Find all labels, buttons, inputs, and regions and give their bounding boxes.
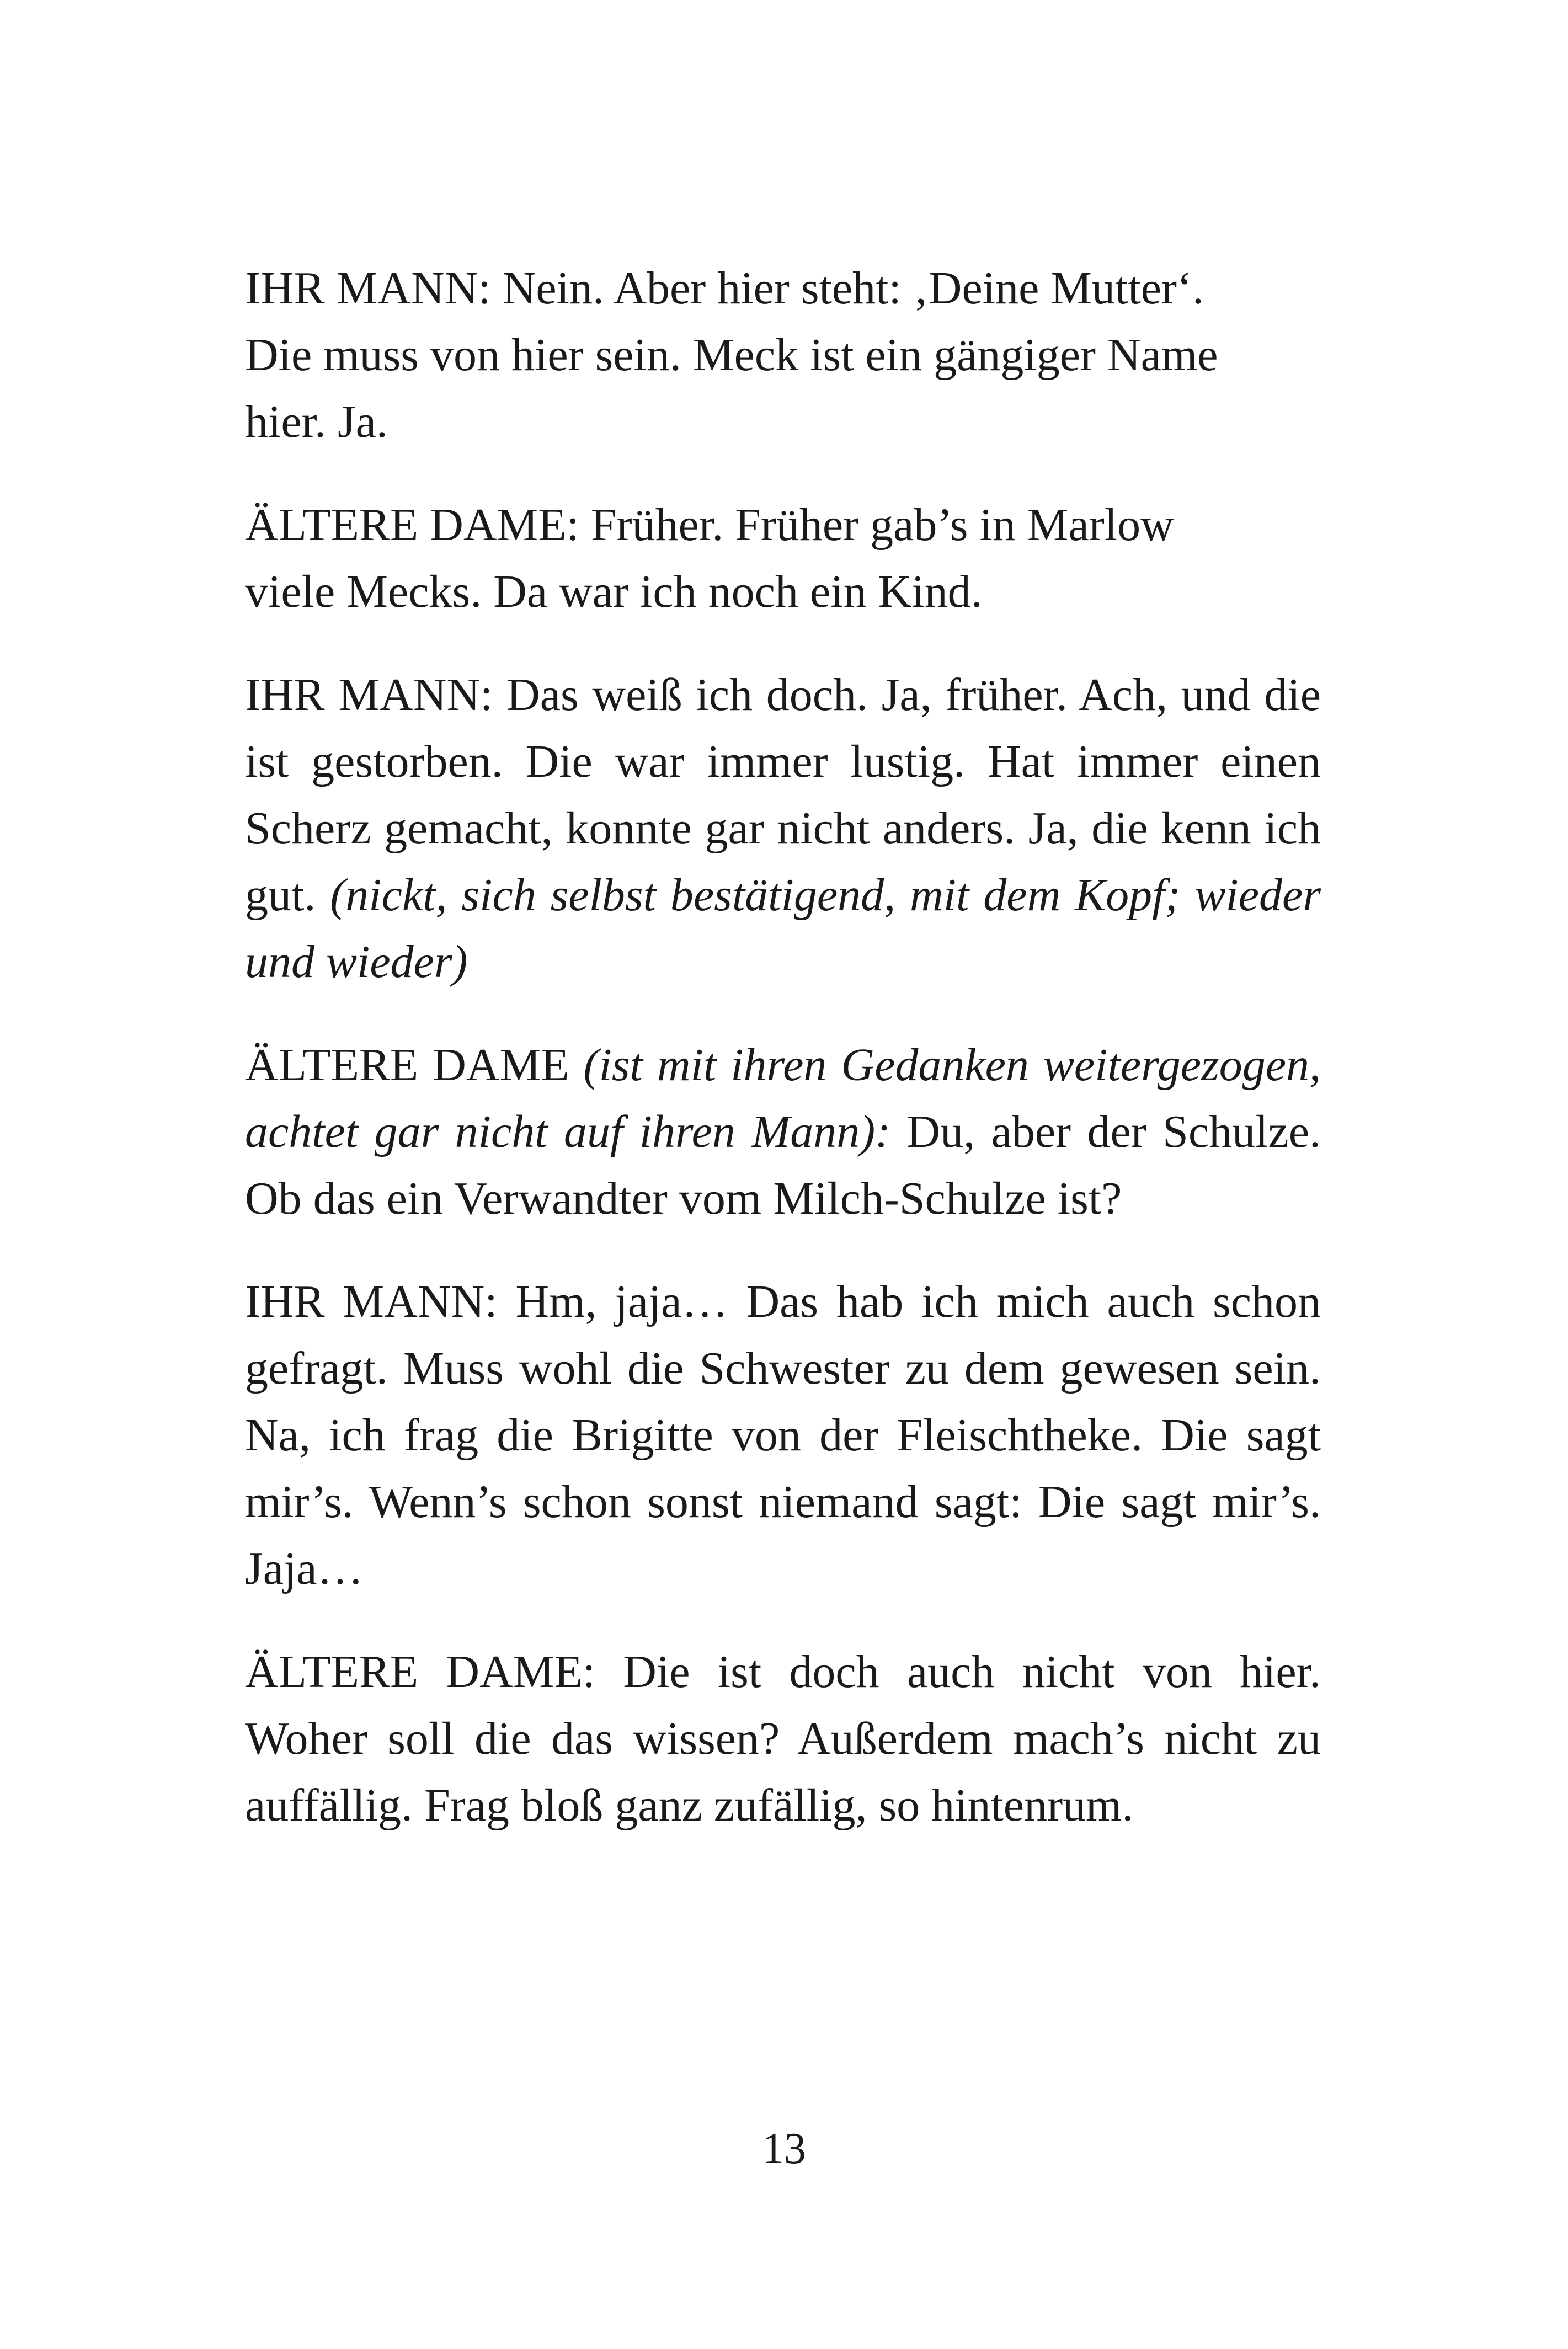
paragraph-3-stage-direction: (nickt, sich selbst bestätigend, mit dem Kopf; wieder und wieder) [245,869,1321,987]
paragraph-1-line-3: hier. Ja. [245,396,388,447]
page-number: 13 [762,2124,806,2173]
paragraph-1-line-2: Die muss von hier sein. Meck ist ein gängiger Name [245,329,1218,381]
paragraph-4-speech: Du, aber der Schulze. Ob das ein Verwandter vom Milch-Schulze ist? [245,1106,1321,1224]
paragraph-6: ÄLTERE DAME: Die ist doch auch nicht von hier. Woher soll die das wissen? Außerdem mach’s nicht zu auffällig. Frag bloß ganz zufällig, so hintenrum. [245,1646,1321,1831]
paragraph-1-line-1: IHR MANN: Nein. Aber hier steht: ‚Deine Mutter‘. [245,263,1204,314]
paragraph-3-speech: IHR MANN: Das weiß ich doch. Ja, früher. Ach, und die ist gestorben. Die war immer lustig. Hat immer einen Scherz gemacht, konnte gar nicht anders. Ja, die kenn ich gut. [245,669,1321,921]
paragraph-2 [245,492,1321,625]
dialogue-text [245,255,1321,1839]
paragraph-3 [245,661,1321,995]
paragraph-4-speaker: ÄLTERE DAME [245,1039,569,1091]
paragraph-1 [245,255,1321,455]
paragraph-4-stage-direction: (ist mit ihren Gedanken weitergezogen, achtet gar nicht auf ihren Mann): [245,1039,1321,1157]
paragraph-5: IHR MANN: Hm, jaja… Das hab ich mich auch schon gefragt. Muss wohl die Schwester zu dem gewesen sein. Na, ich frag die Brigitte von der Fleischtheke. Die sagt mir’s. Wenn’s schon sonst niemand sagt: Die sagt mir’s. Jaja… [245,1276,1321,1594]
paragraph-4 [245,1032,1321,1232]
paragraph-2-line-1: ÄLTERE DAME: Früher. Früher gab’s in Marlow [245,499,1174,551]
paragraph-2-line-2: viele Mecks. Da war ich noch ein Kind. [245,566,983,617]
